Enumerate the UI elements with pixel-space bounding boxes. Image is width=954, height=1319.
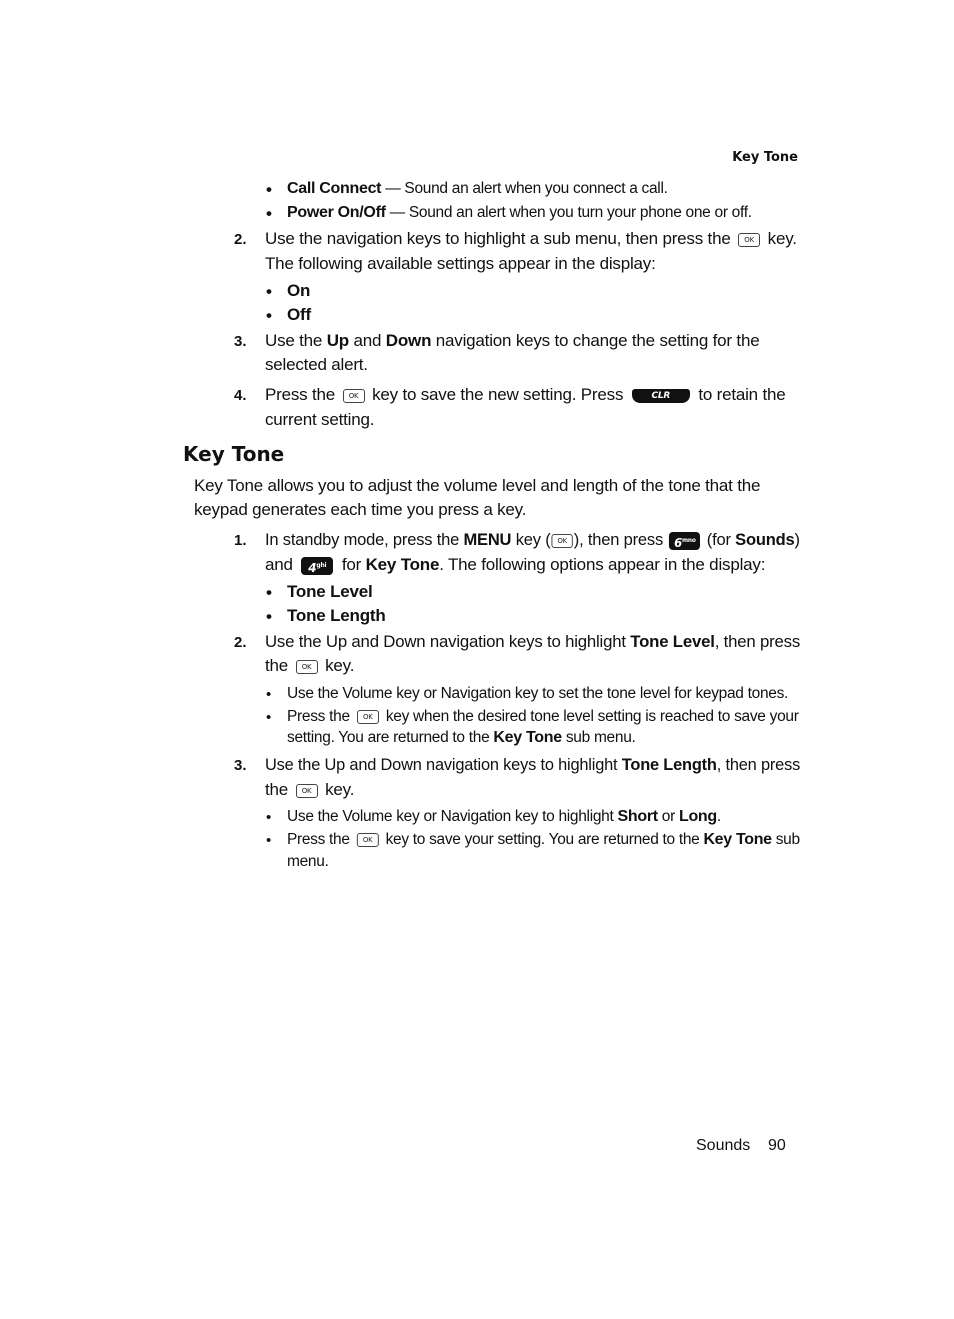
sub-list-item: Press the OK key to save your setting. You are returned to the Key Tone sub [287,831,800,848]
section-intro-line: Key Tone allows you to adjust the volume level and length of the tone that the [194,476,761,495]
step-text-line: the OK key. [265,656,355,675]
option-on: On [287,281,311,300]
option-off: Off [287,305,311,324]
sub-list-item: Press the OK key when the desired tone level setting is reached to save your [287,708,799,725]
ok-key-icon: OK [357,833,379,847]
ok-key-icon: OK [551,534,572,548]
step-text: Use the Up and Down navigation keys to highlight Tone Length, then press [265,755,801,774]
step-number: 2. [234,634,247,651]
ok-key-icon: OK [738,233,760,247]
key-4-icon: $4^{ghi}$ [301,557,333,575]
option-tone-level: Tone Level [287,582,373,601]
step-number: 3. [234,333,247,350]
section-intro-line: keypad generates each time you press a key. [194,500,527,519]
bullet-dot: • [266,583,272,602]
section-title: Key Tone [183,442,285,466]
step-number: 1. [234,532,247,549]
step-text: Use the navigation keys to highlight a sub menu, then press the OK key. [265,229,797,248]
step-text: Use the Up and Down navigation keys to highlight Tone Level, then press [265,632,801,651]
sub-list-item: Use the Volume key or Navigation key to set the tone level for keypad tones. [287,685,789,702]
step-text: Use the Up and Down navigation keys to change the setting for the [265,331,760,350]
list-item: Call Connect — Sound an alert when you connect a call. [287,180,668,197]
step-text-line: current setting. [265,410,375,429]
bullet-dot: • [266,306,272,325]
key-6-icon: $6^{mno}$ [669,532,700,550]
step-text-line: selected alert. [265,355,368,374]
ok-key-icon: OK [357,710,379,724]
bullet-dot: • [266,204,272,223]
clear-key-icon: CLR [632,389,690,403]
option-tone-length: Tone Length [287,606,386,625]
footer-section: Sounds [696,1137,751,1154]
bullet-dot: • [266,180,272,199]
bullet-dot: • [266,686,272,703]
step-number: 2. [234,231,247,248]
sub-list-item: Use the Volume key or Navigation key to highlight Short or Long. [287,808,721,825]
ok-key-icon: OK [296,784,318,798]
sub-list-item-line: setting. You are returned to the Key Tone sub menu. [287,729,636,746]
step-text: Press the OK key to save the new setting. Press CLR to retain the [265,385,786,404]
step-text: In standby mode, press the MENU key ( OK ), then press $6^{mno}$ (for Sounds) [265,530,800,550]
step-text-line: The following available settings appear in the display: [265,254,656,273]
ok-key-icon: OK [343,389,365,403]
bullet-dot: • [266,282,272,301]
step-text-line: the OK key. [265,780,355,799]
page-number: 90 [768,1137,786,1154]
sub-list-item-line: menu. [287,853,329,870]
running-header: Key Tone [732,150,798,165]
ok-key-icon: OK [296,660,318,674]
step-number: 4. [234,387,247,404]
step-number: 3. [234,757,247,774]
bullet-dot: • [266,809,272,826]
bullet-dot: • [266,832,272,849]
step-text-line: and $4^{ghi}$ for Key Tone. The following options appear in the display: [265,555,766,575]
list-item: Power On/Off — Sound an alert when you turn your phone one or off. [287,204,752,221]
bullet-dot: • [266,607,272,626]
bullet-dot: • [266,709,272,726]
